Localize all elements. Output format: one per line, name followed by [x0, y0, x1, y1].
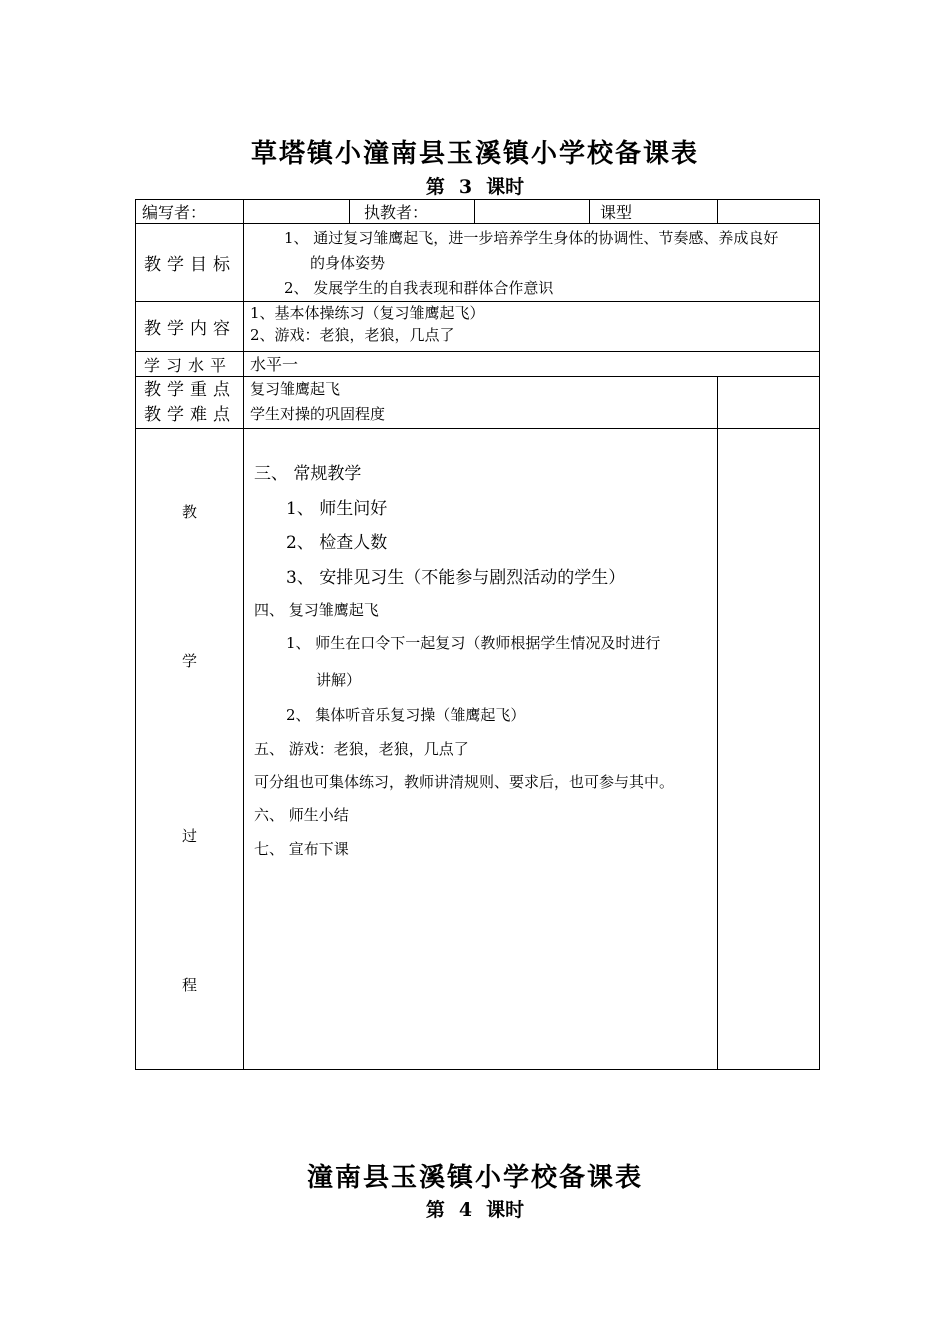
- process-line: 1、 师生问好: [286, 499, 388, 519]
- lesson-prefix: 第: [425, 176, 445, 198]
- page2-lesson-heading: [0, 1195, 950, 1222]
- header-row: [136, 200, 820, 224]
- objective-line: 1、 通过复习雏鹰起飞，进一步培养学生身体的协调性、节奏感、养成良好: [284, 229, 779, 247]
- author-label: 编写者：: [136, 200, 244, 224]
- type-value: [718, 200, 820, 224]
- process-line: 七、 宣布下课: [254, 840, 349, 858]
- key-point-value: 复习雏鹰起飞: [250, 380, 341, 398]
- process-char: 过: [182, 827, 198, 845]
- process-char: 学: [182, 652, 198, 670]
- lesson-prefix: 第: [425, 1199, 445, 1221]
- teacher-label: 执教者：: [350, 200, 475, 224]
- key-point-label: 教学重点: [144, 379, 236, 400]
- level-row: [136, 352, 820, 377]
- lesson-heading: [0, 172, 950, 199]
- lesson-suffix: 课时: [486, 176, 525, 198]
- content-line: 1、基本体操练习（复习雏鹰起飞）: [250, 304, 485, 322]
- content-cell: [244, 302, 820, 352]
- lesson-suffix: 课时: [486, 1199, 525, 1221]
- process-line: 五、 游戏：老狼，老狼，几点了: [254, 740, 469, 758]
- page-title: 草塔镇小潼南县玉溪镇小学校备课表: [250, 139, 699, 169]
- process-label: [136, 429, 244, 1070]
- key-points-cell: [244, 377, 718, 429]
- process-line: 2、 集体听音乐复习操（雏鹰起飞）: [286, 706, 526, 724]
- content-label: 教学内容: [136, 302, 244, 352]
- lesson-plan-table: [135, 199, 820, 1070]
- process-line: 3、 安排见习生（不能参与剧烈活动的学生）: [286, 568, 626, 588]
- process-line: 四、 复习雏鹰起飞: [254, 601, 379, 619]
- difficulty-value: 学生对操的巩固程度: [250, 405, 386, 423]
- page2-title: 潼南县玉溪镇小学校备课表: [306, 1163, 643, 1193]
- process-line: 可分组也可集体练习，教师讲清规则、要求后，也可参与其中。: [254, 773, 675, 791]
- key-points-extra: [718, 377, 820, 429]
- content-row: [136, 302, 820, 352]
- process-cell: [244, 429, 718, 1070]
- process-line: 讲解）: [316, 671, 362, 689]
- level-value: 水平一: [244, 352, 820, 377]
- objectives-row: [136, 224, 820, 302]
- type-label: 课型: [590, 200, 718, 224]
- process-line: 三、 常规教学: [254, 464, 362, 484]
- objective-line: 的身体姿势: [310, 254, 386, 272]
- author-value: [244, 200, 350, 224]
- lesson-number: 3: [458, 176, 473, 198]
- process-row: [136, 429, 820, 1070]
- process-line: 1、 师生在口令下一起复习（教师根据学生情况及时进行: [286, 634, 661, 652]
- difficulty-label: 教学难点: [144, 404, 236, 425]
- key-points-row: [136, 377, 820, 429]
- objectives-cell: [244, 224, 820, 302]
- content-line: 2、游戏：老狼，老狼，几点了: [250, 326, 455, 344]
- process-char: 程: [182, 976, 198, 994]
- process-extra: [718, 429, 820, 1070]
- process-char: 教: [182, 503, 198, 521]
- key-points-label: [136, 377, 244, 429]
- lesson-number: 4: [458, 1199, 473, 1221]
- teacher-value: [475, 200, 590, 224]
- process-line: 六、 师生小结: [254, 806, 349, 824]
- objectives-label: 教学目标: [136, 224, 244, 302]
- objective-line: 2、 发展学生的自我表现和群体合作意识: [284, 279, 554, 297]
- process-line: 2、 检查人数: [286, 533, 388, 553]
- level-label: 学习水平: [136, 352, 244, 377]
